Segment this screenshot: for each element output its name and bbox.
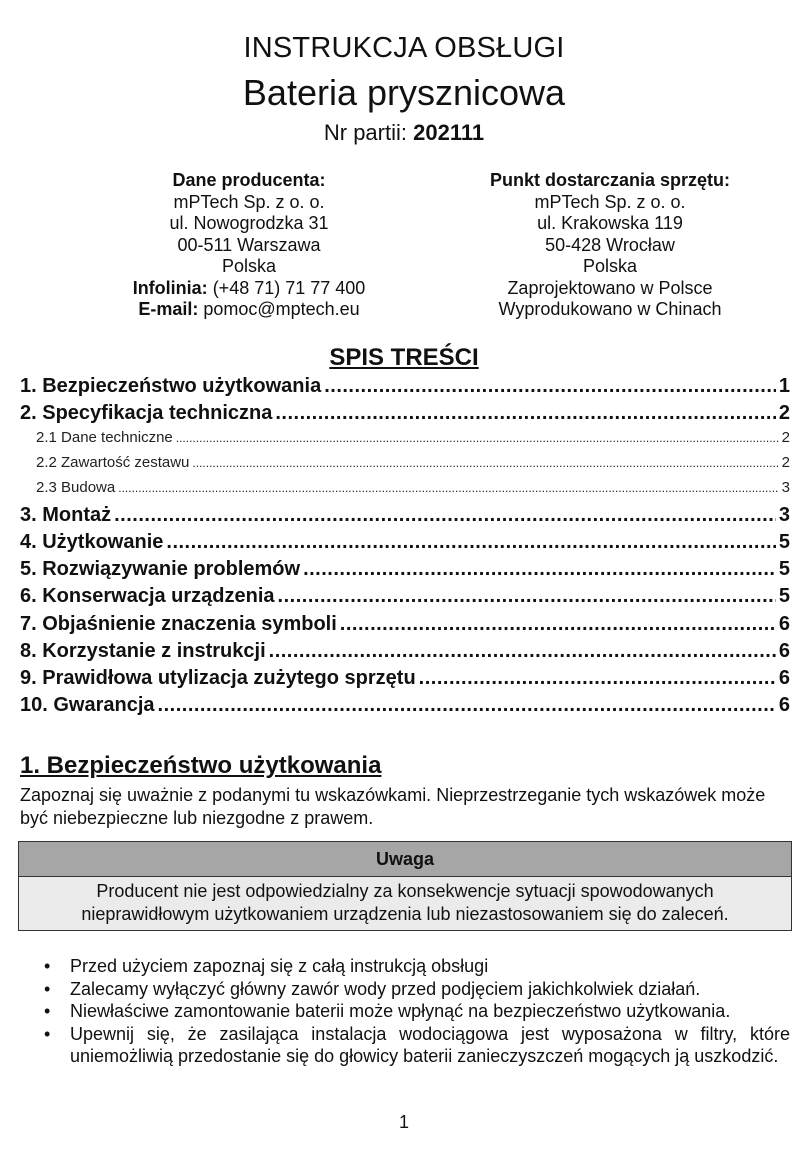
toc-entry-label: 4. Użytkowanie <box>20 530 164 553</box>
warning-text <box>19 877 791 930</box>
toc-entry-label: 2.3 Budowa <box>36 478 116 496</box>
product-title: Bateria prysznicowa <box>242 72 566 113</box>
toc-leader-dots <box>419 667 776 690</box>
toc-entry-label: 8. Korzystanie z instrukcji <box>20 639 266 662</box>
hotline-label: Infolinia: <box>132 277 208 298</box>
toc-entry-label: 6. Konserwacja urządzenia <box>20 585 275 608</box>
table-of-contents <box>20 375 790 721</box>
toc-leader-dots <box>269 640 776 663</box>
producer-info <box>50 170 448 321</box>
batch-label: Nr partii: <box>323 120 414 145</box>
toc-entry-page: 3 <box>781 478 790 496</box>
document-type-title: INSTRUKCJA OBSŁUGI <box>243 32 565 64</box>
toc-entry[interactable] <box>20 585 790 612</box>
toc-entry-page: 6 <box>778 612 790 635</box>
toc-entry[interactable] <box>20 375 790 402</box>
toc-entry[interactable] <box>20 613 790 640</box>
toc-entry-page: 3 <box>778 503 790 526</box>
toc-leader-dots <box>278 585 776 608</box>
made-in: Wyprodukowano w Chinach <box>498 299 722 319</box>
toc-entry-label: 2. Specyfikacja techniczna <box>20 402 273 425</box>
toc-entry[interactable] <box>20 667 790 694</box>
bullet-icon: • <box>44 956 51 976</box>
list-item-text: Zalecamy wyłączyć główny zawór wody przed podjęciem jakichkolwiek działań. <box>70 978 701 999</box>
toc-leader-dots <box>303 558 776 581</box>
list-item-text: Upewnij się, że zasilająca instalacja wodociągowa jest wyposażona w filtry, które uniemożliwią przedostanie się do głowicy baterii zanieczyszczeń mogących ją uszkodzić. <box>70 1023 790 1066</box>
toc-entry-label: 7. Objaśnienie znaczenia symboli <box>20 612 337 635</box>
toc-entry[interactable] <box>20 531 790 558</box>
warning-box <box>18 841 792 931</box>
producer-company: mPTech Sp. z o. o. <box>173 191 325 212</box>
delivery-heading: Punkt dostarczania sprzętu: <box>489 170 731 190</box>
safety-bullet-list <box>40 955 790 1068</box>
toc-subentry[interactable] <box>20 454 790 479</box>
batch-number-line <box>0 120 808 146</box>
toc-entry-page: 2 <box>778 402 790 425</box>
toc-entry-page: 6 <box>778 639 790 662</box>
toc-entry[interactable] <box>20 640 790 667</box>
toc-entry[interactable] <box>20 558 790 585</box>
list-item <box>40 978 790 1001</box>
toc-entry-label: 1. Bezpieczeństwo użytkowania <box>20 375 322 397</box>
list-item-text: Przed użyciem zapoznaj się z całą instrukcją obsługi <box>70 956 489 976</box>
toc-entry-label: 10. Gwarancja <box>20 694 155 717</box>
toc-entry-page: 2 <box>781 429 790 447</box>
email-value[interactable]: pomoc@mptech.eu <box>198 299 360 319</box>
list-item <box>40 955 790 978</box>
email-label: E-mail: <box>138 299 199 319</box>
warning-line: nieprawidłowym użytkowaniem urządzenia lub niezastosowaniem się do zaleceń. <box>81 904 729 924</box>
toc-leader-dots <box>192 454 778 471</box>
delivery-info <box>410 170 808 321</box>
toc-leader-dots <box>340 613 776 636</box>
toc-leader-dots <box>324 375 776 398</box>
toc-leader-dots <box>158 694 776 717</box>
producer-hotline <box>50 278 448 300</box>
toc-leader-dots <box>114 504 776 527</box>
hotline-value: (+48 71) 71 77 400 <box>207 277 366 298</box>
section-intro-text: Zapoznaj się uważnie z podanymi tu wskazówkami. Nieprzestrzeganie tych wskazówek może być niebezpieczne lub niezgodne z prawem. <box>20 785 766 828</box>
toc-leader-dots <box>275 402 776 425</box>
toc-entry-label: 9. Prawidłowa utylizacja zużytego sprzętu <box>20 666 416 689</box>
toc-subentry[interactable] <box>20 429 790 454</box>
bullet-icon: • <box>44 1001 51 1021</box>
toc-entry-label: 5. Rozwiązywanie problemów <box>20 558 301 581</box>
producer-country: Polska <box>221 256 277 276</box>
section-heading-safety: 1. Bezpieczeństwo użytkowania <box>20 752 382 779</box>
producer-city: 00-511 Warszawa <box>177 234 321 255</box>
toc-entry-page: 6 <box>778 694 790 717</box>
delivery-street: ul. Krakowska 119 <box>537 213 683 233</box>
producer-email <box>50 299 448 321</box>
producer-heading: Dane producenta: <box>172 170 326 190</box>
toc-entry-label: 3. Montaż <box>20 503 112 526</box>
toc-entry-page: 5 <box>778 558 790 581</box>
toc-entry-page: 1 <box>778 375 790 397</box>
list-item <box>40 1000 790 1023</box>
toc-entry-page: 6 <box>778 666 790 689</box>
toc-entry-page: 5 <box>778 530 790 553</box>
toc-entry-label: 2.2 Zawartość zestawu <box>36 454 190 472</box>
designed-in: Zaprojektowano w Polsce <box>507 277 713 298</box>
list-item <box>40 1023 790 1068</box>
toc-subentry[interactable] <box>20 479 790 504</box>
producer-street: ul. Nowogrodzka 31 <box>169 213 329 233</box>
toc-entry-label: 2.1 Dane techniczne <box>36 429 173 447</box>
delivery-country: Polska <box>582 256 638 276</box>
list-item-text: Niewłaściwe zamontowanie baterii może wpłynąć na bezpieczeństwo użytkowania. <box>70 1001 731 1021</box>
toc-entry[interactable] <box>20 504 790 531</box>
bullet-icon: • <box>44 1023 51 1044</box>
toc-leader-dots <box>166 531 775 554</box>
toc-entry[interactable] <box>20 694 790 721</box>
delivery-city: 50-428 Wrocław <box>545 234 675 255</box>
toc-leader-dots <box>118 479 778 496</box>
warning-title: Uwaga <box>19 842 791 877</box>
toc-title: SPIS TREŚCI <box>329 344 479 371</box>
page-number: 1 <box>398 1112 409 1132</box>
toc-leader-dots <box>176 429 779 446</box>
delivery-company: mPTech Sp. z o. o. <box>534 191 686 212</box>
bullet-icon: • <box>44 978 51 999</box>
batch-number: 202111 <box>413 120 485 145</box>
toc-entry-page: 2 <box>781 454 790 472</box>
toc-entry-page: 5 <box>778 585 790 608</box>
warning-line: Producent nie jest odpowiedzialny za konsekwencje sytuacji spowodowanych <box>96 881 714 901</box>
toc-entry[interactable] <box>20 402 790 429</box>
